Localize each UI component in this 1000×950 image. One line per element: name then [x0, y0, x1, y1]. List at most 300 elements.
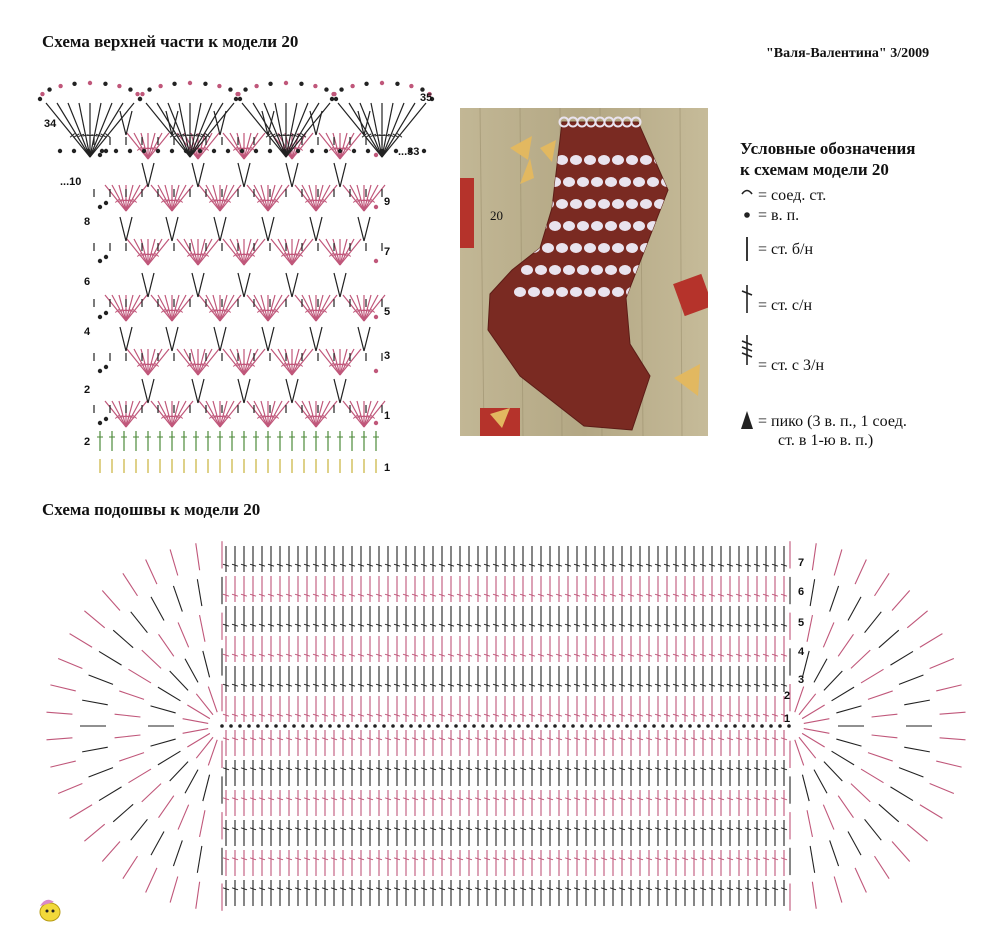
chain-dot [156, 149, 160, 153]
fan-stitch [170, 671, 188, 690]
fan-stitch [123, 573, 138, 596]
dc-stitch [326, 349, 340, 375]
chain-dot [310, 149, 314, 153]
dc-stitch [302, 185, 316, 211]
row-label: 5 [384, 306, 391, 318]
dc-stitch [172, 327, 178, 351]
chain-dot-icon [744, 212, 750, 218]
chain-dot [228, 87, 232, 91]
fan-stitch [183, 729, 209, 734]
dc-stitch [126, 185, 140, 211]
fan-stitch [185, 659, 198, 683]
dc-stitch [142, 273, 148, 297]
legend-item-chain: = в. п. [758, 207, 800, 224]
chain-dot [445, 724, 449, 728]
dc-stitch [316, 401, 330, 427]
dc-stitch [292, 239, 306, 265]
dc-stitch [340, 273, 346, 297]
dc-stitch [220, 327, 226, 351]
chain-dot [292, 724, 296, 728]
dc-stitch [262, 327, 268, 351]
dc-stitch [244, 379, 250, 403]
chain-dot [238, 724, 242, 728]
chain-dot [47, 87, 51, 91]
fan-stitch [812, 543, 816, 570]
dc-stitch [244, 163, 250, 187]
stripe-shell [591, 265, 603, 275]
row-label: 1 [384, 462, 391, 474]
fan-stitch [851, 784, 870, 802]
chain-dot [324, 149, 328, 153]
chain-dot [284, 81, 288, 85]
stripe-shell [612, 287, 624, 297]
dc-stitch [364, 217, 370, 241]
dc-stitch [220, 185, 234, 211]
dc-stitch [254, 295, 268, 321]
chain-dot [339, 87, 343, 91]
fan-stitch [99, 787, 122, 801]
fan-stitch [50, 685, 75, 691]
chain-dot [366, 149, 370, 153]
fan-stitch [173, 840, 182, 866]
fan-stitch [890, 651, 913, 665]
dc-stitch [68, 103, 90, 157]
dc-stitch [278, 239, 292, 265]
row-label: 6 [84, 276, 91, 288]
dc-stitch [158, 185, 172, 211]
dc-stitch [268, 327, 274, 351]
dc-stitch [238, 163, 244, 187]
chain-dot [380, 149, 384, 153]
stripe-shell [584, 155, 596, 165]
tr3-icon [742, 335, 752, 365]
chain-dot [319, 724, 323, 728]
row-label: 2 [784, 690, 791, 702]
chain-dot [40, 92, 44, 96]
chain-dot [220, 724, 224, 728]
fan-stitch [851, 650, 870, 668]
chain-dot [517, 724, 521, 728]
chain-dot [688, 724, 692, 728]
fan-stitch [131, 612, 148, 633]
dc-stitch [316, 327, 322, 351]
fan-stitch [824, 762, 842, 781]
chain-dot [580, 724, 584, 728]
row-label: 3 [384, 350, 391, 362]
fan-stitch [203, 651, 210, 677]
chain-dot [203, 82, 207, 86]
fan-stitch [865, 612, 882, 633]
dc-stitch [254, 401, 268, 427]
dc-stitch [142, 163, 148, 187]
stripe-shell [563, 265, 575, 275]
chain-dot [226, 149, 230, 153]
chain-dot [98, 205, 102, 209]
chain-dot [643, 724, 647, 728]
row-label: 35 [420, 92, 433, 104]
chain-dot [589, 724, 593, 728]
chain-dot [100, 149, 104, 153]
dc-stitch [364, 327, 370, 351]
stripe-shell [556, 243, 568, 253]
chain-dot [128, 87, 132, 91]
dc-stitch [120, 217, 126, 241]
stripe-shell [612, 199, 624, 209]
chain-dot [652, 724, 656, 728]
chain-dot [334, 97, 338, 101]
stripe-shell [626, 243, 638, 253]
chain-dot [463, 724, 467, 728]
chain-dot [364, 82, 368, 86]
fan-stitch [115, 714, 141, 717]
fan-stitch [890, 787, 913, 801]
chain-dot [38, 97, 42, 101]
dc-stitch [310, 327, 316, 351]
dc-icon [742, 285, 752, 313]
chain-dot [634, 724, 638, 728]
fan-stitch [907, 824, 927, 841]
dc-stitch [166, 217, 172, 241]
chain-dot [733, 724, 737, 728]
fan-stitch [119, 753, 144, 761]
chain-dot [103, 82, 107, 86]
fan-stitch [879, 804, 899, 822]
fan-stitch [904, 747, 930, 752]
dc-stitch [112, 295, 126, 321]
dc-stitch [126, 295, 140, 321]
fan-stitch [178, 805, 189, 830]
fan-stitch [159, 796, 174, 818]
chain-dot [395, 82, 399, 86]
dc-stitch [172, 401, 186, 427]
dc-stitch [184, 239, 198, 265]
fan-stitch [58, 658, 82, 668]
fan-stitch [810, 846, 815, 873]
chain-dot [409, 84, 413, 88]
fan-stitch [102, 841, 120, 861]
chain-dot [243, 87, 247, 91]
dc-stitch [206, 295, 220, 321]
stripe-shell [640, 199, 652, 209]
chain-dot [352, 149, 356, 153]
chain-dot [427, 724, 431, 728]
fan-stitch [170, 877, 178, 903]
fan-stitch [832, 687, 855, 701]
source-label: "Валя-Валентина" 3/2009 [766, 46, 930, 61]
dc-stitch [120, 327, 126, 351]
dc-stitch [358, 327, 364, 351]
chain-dot [328, 724, 332, 728]
fan-stitch [930, 658, 954, 668]
dc-stitch [148, 379, 154, 403]
fan-stitch [836, 706, 861, 713]
chain-dot [760, 724, 764, 728]
chain-dot [409, 724, 413, 728]
fan-stitch [70, 634, 93, 648]
dc-stitch [316, 185, 330, 211]
dc-stitch [254, 185, 268, 211]
fan-stitch [872, 714, 898, 717]
sole-chart-stitches [46, 541, 965, 911]
stripe-shell [521, 265, 533, 275]
dc-stitch [230, 349, 244, 375]
chain-dot [104, 417, 108, 421]
fan-stitch [899, 675, 923, 684]
chain-dot [254, 149, 258, 153]
slip-stitch-icon [742, 191, 752, 195]
stripe-shell [514, 287, 526, 297]
fan-stitch [158, 687, 181, 701]
stripe-shell [584, 287, 596, 297]
stripe-shell [598, 199, 610, 209]
fan-stitch [940, 712, 966, 714]
dc-stitch [326, 133, 340, 159]
fan-stitch [131, 819, 148, 840]
fan-stitch [834, 877, 842, 903]
fan-stitch [892, 591, 910, 611]
fan-stitch [185, 770, 198, 794]
stripe-shell [598, 287, 610, 297]
dc-stitch [292, 379, 298, 403]
fan-stitch [823, 805, 834, 830]
fan-stitch [82, 700, 108, 705]
fan-stitch [142, 784, 161, 802]
dc-stitch [340, 349, 354, 375]
dc-stitch [340, 239, 354, 265]
chain-dot [526, 724, 530, 728]
fan-stitch [70, 805, 93, 819]
dc-stitch [302, 401, 316, 427]
picot-triangle-icon [741, 411, 753, 429]
row-label: 1 [384, 410, 391, 422]
row-label: 6 [798, 586, 805, 598]
chain-dot [422, 149, 426, 153]
chain-dot [268, 149, 272, 153]
row-label: ...33 [398, 146, 420, 158]
fan-stitch [119, 691, 144, 699]
chain-dot [616, 724, 620, 728]
chain-dot [138, 97, 142, 101]
chain-dot [274, 724, 278, 728]
dc-stitch [198, 349, 212, 375]
row-label: 34 [44, 118, 57, 130]
model-number: 20 [490, 208, 503, 223]
chain-dot [184, 149, 188, 153]
chain-dot [98, 315, 102, 319]
fan-stitch [802, 775, 809, 801]
chain-dot [135, 92, 139, 96]
dc-stitch [268, 295, 282, 321]
stripe-shell [556, 199, 568, 209]
chain-dot [188, 81, 192, 85]
fan-stitch [84, 824, 104, 841]
fan-stitch [861, 669, 884, 683]
sole-chart-title: Схема подошвы к модели 20 [42, 500, 261, 519]
dc-stitch [334, 273, 340, 297]
row-label: 2 [84, 436, 91, 448]
dc-stitch [292, 163, 298, 187]
dc-stitch [244, 273, 250, 297]
dc-stitch [334, 379, 340, 403]
upper-chart-stitches [38, 81, 434, 473]
upper-chart-title: Схема верхней части к модели 20 [42, 32, 299, 51]
fan-stitch [838, 634, 853, 656]
legend-title-line1: Условные обозначения [740, 139, 916, 158]
fan-stitch [874, 856, 889, 879]
chain-dot [374, 205, 378, 209]
stripe-shell [633, 177, 645, 187]
fan-stitch [899, 768, 923, 777]
dc-stitch [192, 163, 198, 187]
dc-stitch [292, 273, 298, 297]
fan-stitch [830, 586, 839, 612]
chain-dot [282, 149, 286, 153]
chain-dot [58, 84, 62, 88]
chain-dot [436, 724, 440, 728]
stripe-shell [549, 221, 561, 231]
fan-stitch [940, 738, 966, 740]
legend-item-sc: = ст. б/н [758, 241, 814, 258]
dc-stitch [334, 163, 340, 187]
fan-stitch [823, 622, 834, 647]
dc-stitch [184, 349, 198, 375]
dc-stitch [192, 273, 198, 297]
legend-item-dc: = ст. с/н [758, 297, 813, 314]
fan-stitch [89, 768, 113, 777]
stripe-shell [570, 243, 582, 253]
chain-dot [104, 201, 108, 205]
dc-stitch [238, 273, 244, 297]
dc-stitch [126, 111, 132, 135]
row-label: 4 [84, 326, 91, 338]
dc-stitch [268, 217, 274, 241]
stripe-shell [640, 155, 652, 165]
fan-stitch [89, 675, 113, 684]
dc-stitch [350, 295, 364, 321]
fan-stitch [46, 712, 72, 714]
mascot-icon [34, 896, 64, 924]
stripe-shell [605, 221, 617, 231]
chain-dot [481, 724, 485, 728]
fan-stitch [200, 615, 205, 642]
fan-stitch [123, 856, 138, 879]
chain-dot [72, 149, 76, 153]
fan-stitch [838, 796, 853, 818]
dc-stitch [90, 103, 112, 157]
fan-stitch [170, 762, 188, 781]
legend-title-line2: к схемам модели 20 [740, 160, 889, 179]
dc-stitch [46, 103, 90, 157]
dc-stitch [340, 133, 354, 159]
chain-dot [374, 153, 378, 157]
fan-stitch [855, 560, 866, 585]
dc-stitch [214, 327, 220, 351]
dc-stitch [350, 401, 364, 427]
chain-dot [751, 724, 755, 728]
stripe-shell [542, 287, 554, 297]
stripe-shell [605, 177, 617, 187]
chain-dot [382, 724, 386, 728]
fan-stitch [82, 747, 108, 752]
chain-dot [247, 724, 251, 728]
dc-stitch [244, 133, 258, 159]
chain-dot [158, 84, 162, 88]
dc-stitch [134, 133, 148, 159]
stripe-shell [570, 199, 582, 209]
chain-dot [499, 724, 503, 728]
chain-dot [147, 87, 151, 91]
fan-stitch [128, 669, 151, 683]
dc-stitch [350, 185, 364, 211]
chain-dot [598, 724, 602, 728]
sole-chart-diagram [0, 540, 1000, 920]
dc-stitch [148, 133, 162, 159]
dc-stitch [158, 401, 172, 427]
chain-dot [104, 149, 108, 153]
stripe-shell [563, 177, 575, 187]
fan-stitch [178, 622, 189, 647]
dc-stitch [134, 239, 148, 265]
fan-stitch [868, 753, 893, 761]
fan-stitch [173, 586, 182, 612]
chain-dot [679, 724, 683, 728]
fan-stitch [58, 784, 82, 794]
dc-stitch [230, 239, 244, 265]
dc-stitch [166, 327, 172, 351]
stripe-shell [577, 221, 589, 231]
chain-dot [254, 84, 258, 88]
dc-stitch [206, 401, 220, 427]
chain-dot [778, 724, 782, 728]
legend-item-slip: = соед. ст. [758, 187, 827, 204]
fan-stitch [795, 740, 804, 766]
fan-stitch [824, 671, 842, 690]
chain-dot [571, 724, 575, 728]
stripe-shell [626, 155, 638, 165]
dc-stitch [244, 239, 258, 265]
fan-stitch [848, 597, 861, 621]
fan-stitch [810, 579, 815, 606]
fan-stitch [936, 685, 961, 691]
fan-stitch [804, 719, 830, 724]
dc-stitch [198, 163, 204, 187]
chain-dot [301, 724, 305, 728]
dc-stitch [220, 217, 226, 241]
chain-dot [553, 724, 557, 728]
chain-dot [508, 724, 512, 728]
stripe-shell [584, 199, 596, 209]
dc-stitch [142, 379, 148, 403]
stripe-shell [591, 221, 603, 231]
chain-dot [544, 724, 548, 728]
stripe-shell [626, 199, 638, 209]
chain-dot [240, 149, 244, 153]
chain-dot [535, 724, 539, 728]
stripe-shell [619, 221, 631, 231]
stripe-shell [556, 287, 568, 297]
chain-dot [355, 724, 359, 728]
stripe-shell [570, 155, 582, 165]
dc-stitch [286, 379, 292, 403]
chain-dot [346, 724, 350, 728]
stripe-shell [619, 265, 631, 275]
chain-dot [265, 724, 269, 728]
chain-dot [337, 724, 341, 728]
chain-dot [706, 724, 710, 728]
chain-dot [380, 81, 384, 85]
stripe-shell [647, 177, 659, 187]
legend-item-picot-line2: ст. в 1-ю в. п.) [778, 432, 874, 449]
